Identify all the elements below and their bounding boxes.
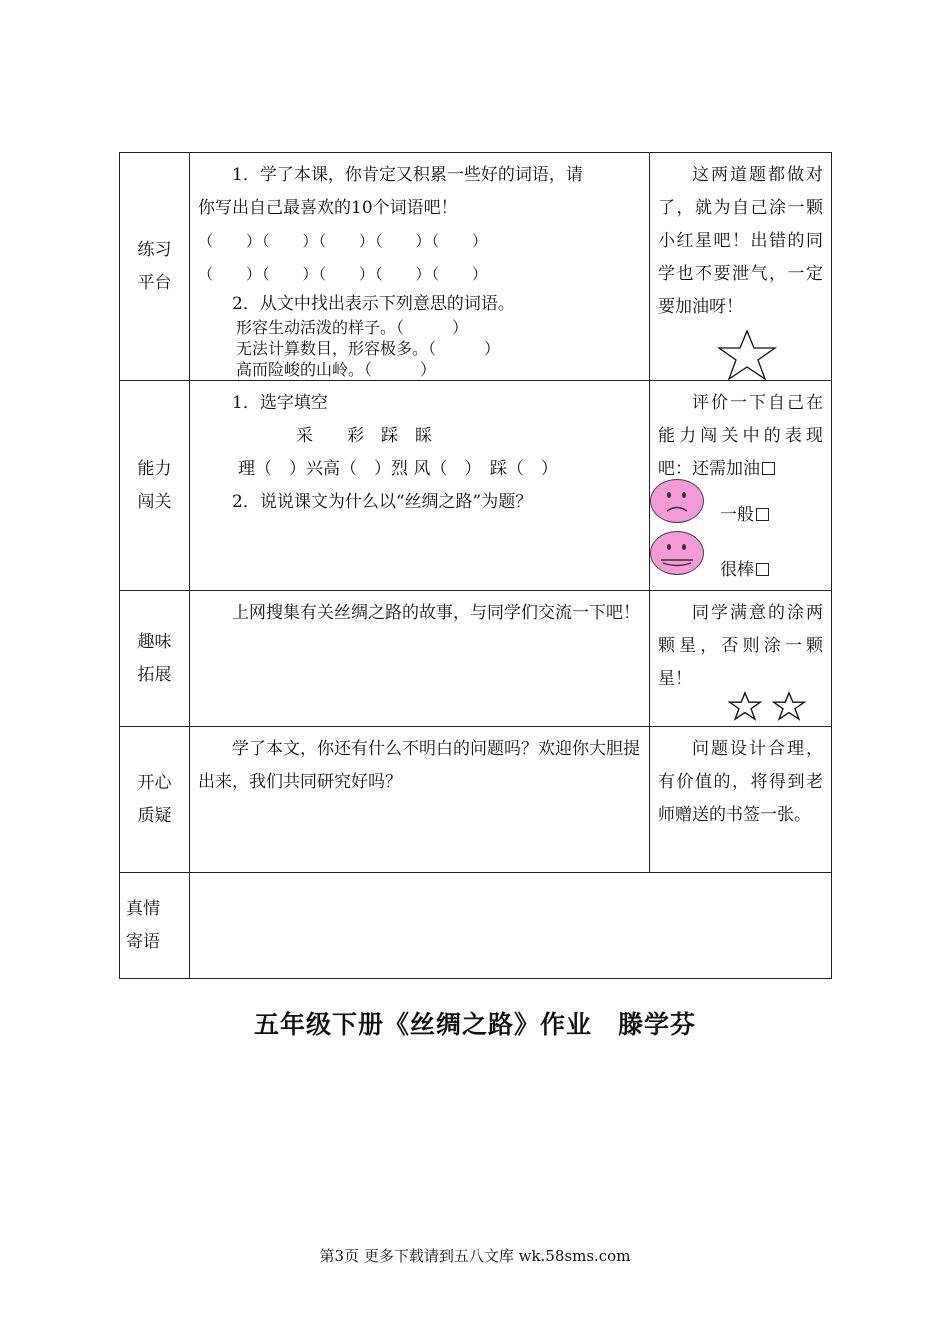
label-line: 平台 xyxy=(137,272,172,293)
row-label-practice xyxy=(120,153,190,381)
questions-side-text: 问题设计合理，有价值的，将得到老师赠送的书签一张。 xyxy=(658,739,823,825)
label-line: 趣味 xyxy=(137,631,172,652)
label-line: 练习 xyxy=(137,239,172,260)
challenge-side-note xyxy=(650,381,832,591)
label-line: 真情 xyxy=(126,898,160,919)
questions-text: 学了本文，你还有什么不明白的问题吗？欢迎你大胆提出来，我们共同研究好吗？ xyxy=(198,739,640,792)
extension-row xyxy=(120,591,832,727)
rating-ok-checkbox[interactable] xyxy=(756,508,769,521)
rating-great-checkbox[interactable] xyxy=(756,563,769,576)
label-line: 闯关 xyxy=(137,491,172,512)
row-label-challenge xyxy=(120,381,190,591)
label-line: 开心 xyxy=(137,772,172,793)
challenge-content xyxy=(190,381,650,591)
rating-great xyxy=(720,554,769,587)
extension-side-note xyxy=(650,591,832,727)
challenge-question-1: 1．选字填空 xyxy=(232,393,328,413)
answer-parens-row-1[interactable]: （ ）（ ）（ ）（ ）（ ） xyxy=(198,232,489,250)
challenge-row xyxy=(120,381,832,591)
challenge-question-2: 2．说说课文为什么以“丝绸之路”为题？ xyxy=(232,492,533,512)
extension-text: 上网搜集有关丝绸之路的故事，与同学们交流一下吧！ xyxy=(232,603,640,623)
answer-parens-row-2[interactable]: （ ）（ ）（ ）（ ）（ ） xyxy=(198,265,489,283)
questions-row xyxy=(120,727,832,873)
keep-trying-checkbox[interactable] xyxy=(762,462,775,475)
label-line: 质疑 xyxy=(137,805,172,826)
practice-row xyxy=(120,153,832,381)
happy-face-icon xyxy=(650,531,704,575)
star-icon[interactable] xyxy=(728,691,762,721)
self-evaluation-text xyxy=(658,387,823,486)
star-icon[interactable] xyxy=(716,329,778,381)
label-line: 寄语 xyxy=(126,931,160,952)
rating-ok xyxy=(720,499,769,532)
message-row xyxy=(120,873,832,979)
label-line: 拓展 xyxy=(137,664,172,685)
page-title: 五年级下册《丝绸之路》作业 滕学芬 xyxy=(253,1010,696,1039)
message-area[interactable] xyxy=(190,873,832,979)
self-evaluation-label: 评价一下自己在能力闯关中的表现吧：还需加油 xyxy=(658,393,823,479)
practice-content xyxy=(190,153,650,381)
row-label-message xyxy=(120,873,190,979)
meaning-2[interactable]: 无法计算数目，形容极多。（ ） xyxy=(236,339,501,358)
character-choices: 采 彩 踩 睬 xyxy=(296,426,432,446)
question-2: 2．从文中找出表示下列意思的词语。 xyxy=(232,294,515,314)
worksheet-table xyxy=(119,152,831,978)
questions-side-note xyxy=(650,727,832,873)
question-1-line-2: 你写出自己最喜欢的10个词语吧！ xyxy=(198,198,458,218)
star-icon[interactable] xyxy=(772,691,806,721)
label-line: 能力 xyxy=(137,458,172,479)
rating-ok-label: 一般 xyxy=(720,505,754,525)
row-label-questions xyxy=(120,727,190,873)
practice-side-text: 这两道题都做对了，就为自己涂一颗小红星吧！出错的同学也不要泄气，一定要加油呀！ xyxy=(658,165,823,317)
page-footer: 第3页 更多下载请到五八文库 wk.58sms.com xyxy=(319,1247,631,1265)
meaning-3[interactable]: 高而险峻的山岭。（ ） xyxy=(236,360,437,379)
meaning-1[interactable]: 形容生动活泼的样子。（ ） xyxy=(236,318,469,337)
extension-content xyxy=(190,591,650,727)
rating-great-label: 很棒 xyxy=(720,560,754,580)
extension-side-text: 同学满意的涂两颗星，否则涂一颗星！ xyxy=(658,603,823,689)
row-label-extension xyxy=(120,591,190,727)
fill-in-blanks[interactable]: 理（ ）兴高（ ）烈 风（ ） 踩（ ） xyxy=(238,459,558,479)
sad-face-icon xyxy=(650,479,704,523)
question-1-line-1: 1．学了本课，你肯定又积累一些好的词语，请 xyxy=(232,165,583,185)
questions-content xyxy=(190,727,650,873)
practice-side-note xyxy=(650,153,832,381)
